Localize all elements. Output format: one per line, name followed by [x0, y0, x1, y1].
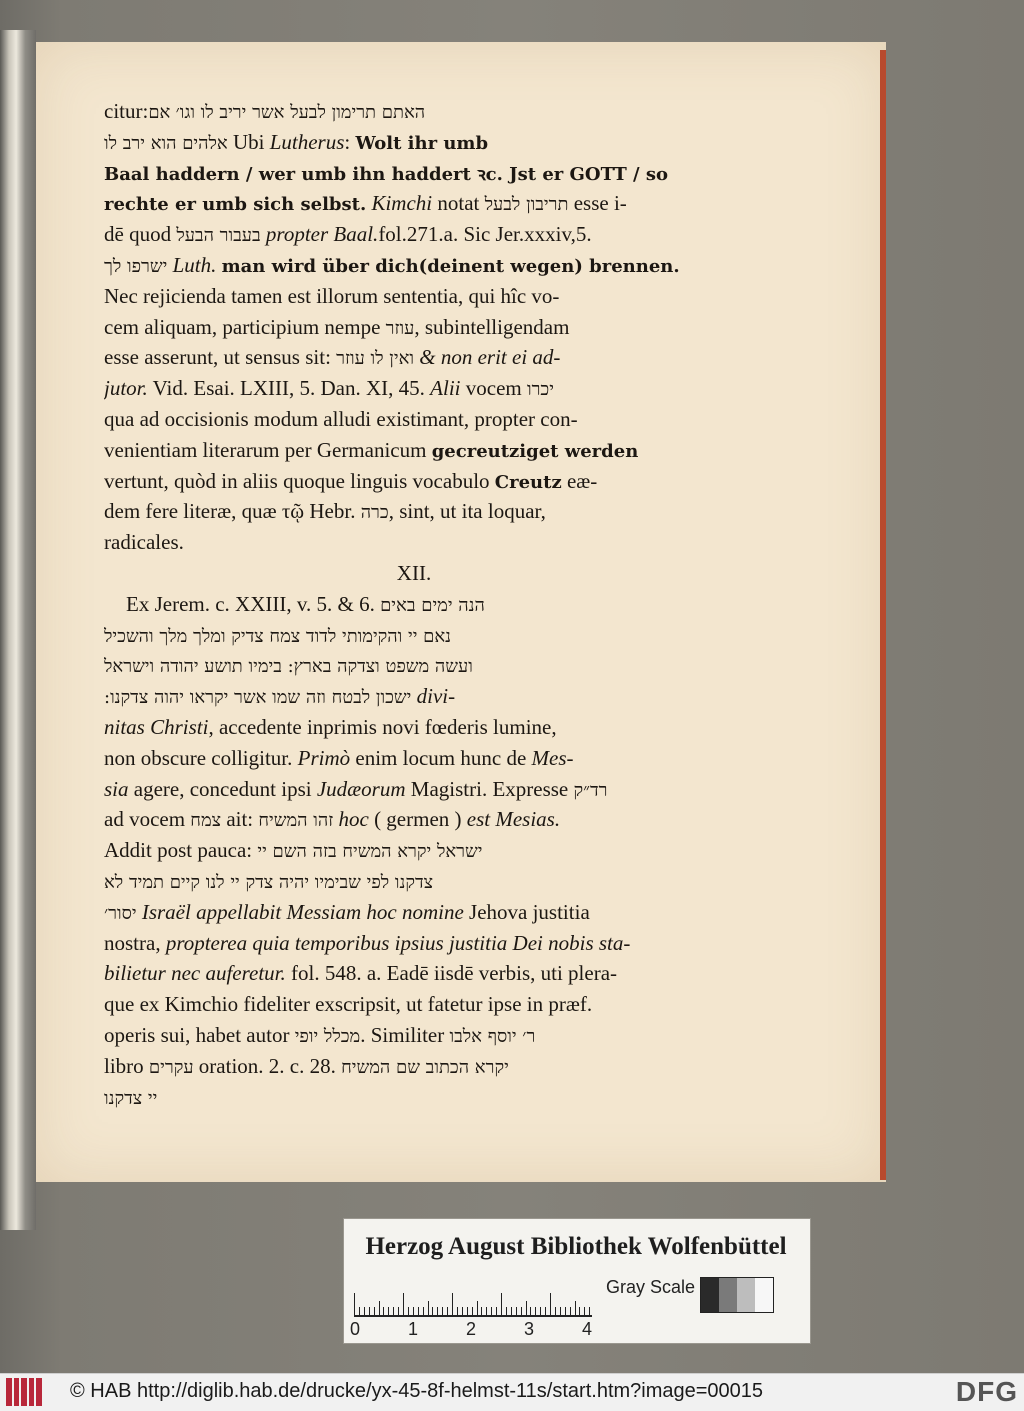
latin-text: Nec rejicienda tamen est illorum sententia, qui hîc vo-	[104, 283, 560, 308]
text-line	[104, 681, 724, 712]
ruler-tick	[555, 1307, 556, 1315]
ruler-tick	[413, 1307, 414, 1315]
italic-text: bilietur nec auferetur.	[104, 961, 286, 986]
ruler-tick	[408, 1307, 409, 1315]
text-line	[104, 312, 724, 343]
ruler-tick	[428, 1301, 429, 1315]
italic-text: Mes-	[531, 745, 574, 770]
italic-text: sia	[104, 776, 129, 801]
text-line	[104, 219, 724, 250]
ruler-tick	[550, 1293, 551, 1315]
copyright-link[interactable]: © HAB http://diglib.hab.de/drucke/yx-45-8f-helmst-11s/start.htm?image=00015	[70, 1380, 764, 1402]
text-line	[104, 835, 724, 866]
text-line	[104, 127, 724, 158]
text-line	[104, 558, 724, 589]
ruler-tick	[379, 1301, 380, 1315]
fraktur-text: Wolt ihr umb	[355, 132, 489, 154]
text-line	[104, 743, 724, 774]
text-line	[104, 897, 724, 928]
latin-text: vertunt, quòd in aliis quoque linguis vocabulo	[104, 468, 495, 493]
ruler-tick	[530, 1307, 531, 1315]
page-red-edge	[880, 50, 886, 1180]
text-line	[104, 958, 724, 989]
latin-text: vocem	[460, 376, 527, 401]
ruler-tick	[467, 1307, 468, 1315]
hebrew-text: רד״ק	[573, 779, 608, 801]
ruler-tick	[486, 1307, 487, 1315]
text-line	[104, 989, 724, 1020]
latin-text: ( germen )	[368, 807, 467, 832]
latin-text: . Similiter	[360, 1022, 450, 1047]
ruler-tick	[511, 1307, 512, 1315]
latin-text: fol.271.a. Sic Jer.xxxiv,5.	[378, 222, 592, 247]
latin-text: Jehova justitia	[463, 899, 590, 924]
hebrew-text: ר׳ יוסף אלבו	[449, 1025, 536, 1047]
text-line	[104, 435, 724, 466]
text-line	[104, 589, 724, 620]
text-line	[104, 804, 724, 835]
ruler-tick	[447, 1307, 448, 1315]
ruler-number: 1	[408, 1319, 419, 1339]
fraktur-text: rechte er umb sich selbst.	[104, 194, 367, 216]
ruler-tick	[462, 1307, 463, 1315]
latin-text: notat	[432, 191, 485, 216]
text-line	[104, 774, 724, 805]
dfg-logo: DFG	[955, 1376, 1018, 1407]
text-line	[104, 1051, 724, 1082]
hebrew-text: ישכון לבטח וזה שמו אשר יקראו יהוה צדקנו:	[104, 687, 412, 709]
ruler-tick	[540, 1307, 541, 1315]
italic-text: divi-	[416, 684, 456, 709]
text-line	[104, 188, 724, 219]
ruler-tick	[374, 1307, 375, 1315]
ruler-tick	[472, 1307, 473, 1315]
footer-bar	[0, 1373, 1024, 1411]
italic-text: hoc	[338, 807, 369, 832]
latin-text: dem fere literæ, quæ τῷ Hebr.	[104, 499, 361, 524]
hebrew-text: הנה ימים באים	[380, 594, 485, 616]
italic-text: Luth.	[172, 252, 217, 277]
latin-text: oration. 2. c. 28.	[193, 1053, 342, 1078]
ruler-tick	[369, 1307, 370, 1315]
ruler-number: 2	[466, 1319, 477, 1339]
latin-text: enim locum hunc de	[350, 745, 532, 770]
text-line	[104, 1020, 724, 1051]
fraktur-text: man wird über dich(deinent wegen) brennen.	[221, 255, 680, 277]
ruler-tick	[388, 1307, 389, 1315]
color-ruler-card	[343, 1218, 811, 1344]
latin-text: :	[344, 129, 356, 154]
ruler-tick	[521, 1307, 522, 1315]
ruler-tick	[359, 1307, 360, 1315]
latin-text: qua ad occisionis modum alludi existimant, propter con-	[104, 406, 578, 431]
hebrew-text: תריבון לבעל	[484, 194, 569, 216]
latin-text: radicales.	[104, 530, 184, 555]
hebrew-text: אלהים הוא ירב לו	[104, 132, 228, 154]
latin-text: dē quod	[104, 222, 177, 247]
fraktur-text: gecreutziget werden	[431, 440, 639, 462]
latin-text: esse asserunt, ut sensus sit:	[104, 345, 337, 370]
ruler-tick	[364, 1307, 365, 1315]
hebrew-text: זהו המשיח	[258, 810, 334, 832]
text-line	[104, 620, 724, 651]
text-line	[104, 712, 724, 743]
text-line	[104, 527, 724, 558]
italic-text: Lutherus	[269, 129, 345, 154]
italic-text: jutor.	[104, 376, 148, 401]
ruler-tick	[437, 1307, 438, 1315]
ruler-tick	[575, 1301, 576, 1315]
italic-text: propter Baal.	[265, 222, 379, 247]
latin-text: libro	[104, 1053, 149, 1078]
ruler-tick	[481, 1307, 482, 1315]
text-line	[104, 928, 724, 959]
page-text-block	[104, 96, 724, 1112]
ruler-tick	[418, 1307, 419, 1315]
latin-text: , subintelligendam	[414, 314, 570, 339]
ruler-tick	[506, 1307, 507, 1315]
latin-text: esse i-	[568, 191, 627, 216]
ruler-tick	[383, 1307, 384, 1315]
text-line	[104, 373, 724, 404]
hebrew-text: מכלל יופי	[294, 1025, 361, 1047]
ruler-bar	[354, 1315, 592, 1317]
hebrew-text: יי צדקנו	[104, 1087, 158, 1109]
ruler-tick	[432, 1307, 433, 1315]
latin-text: que ex Kimchio fideliter exscripsit, ut fatetur ipse in præf.	[104, 992, 593, 1017]
text-line	[104, 404, 724, 435]
text-line	[104, 1082, 724, 1113]
latin-text: XII.	[396, 560, 432, 585]
ruler-number: 0	[350, 1319, 361, 1339]
hebrew-text: אם	[148, 102, 171, 123]
latin-text: cem aliquam, participium nempe	[104, 314, 386, 339]
hebrew-text: צמח	[190, 810, 222, 832]
hebrew-text: ואין לו עוזר	[336, 348, 414, 370]
ruler-tick	[565, 1307, 566, 1315]
latin-text: operis sui, habet autor	[104, 1022, 295, 1047]
italic-text: Judæorum	[316, 776, 406, 801]
hebrew-text: האתם תרימון לבעל אשר יריב לו וגו׳	[175, 102, 426, 123]
text-line	[104, 466, 724, 497]
ruler-tick	[442, 1307, 443, 1315]
latin-text: Addit post pauca:	[104, 838, 258, 863]
fraktur-text: Baal haddern / wer umb ihn haddert ꝛc. Jst er GOTT / so	[104, 163, 669, 185]
ruler-tick	[457, 1307, 458, 1315]
ruler-tick	[545, 1307, 546, 1315]
latin-text: eæ-	[561, 468, 598, 493]
library-name: Herzog August Bibliothek Wolfenbüttel	[365, 1233, 787, 1260]
text-line	[104, 496, 724, 527]
hebrew-text: בעבור הבעל	[176, 225, 261, 247]
book-spine-edge	[0, 30, 36, 1230]
latin-text: fol. 548. a. Eadē iisdē verbis, uti plera-	[285, 961, 618, 986]
latin-text: ait:	[221, 807, 259, 832]
ruler-tick	[535, 1307, 536, 1315]
hebrew-text: עקרים	[148, 1056, 194, 1078]
latin-text: citur:	[104, 99, 149, 123]
latin-text: Ex Jerem. c. XXIII, v. 5. & 6.	[126, 591, 381, 616]
ruler-tick	[452, 1293, 453, 1315]
text-line	[104, 281, 724, 312]
latin-text: nostra,	[104, 930, 166, 955]
italic-text: est Mesias.	[466, 807, 561, 832]
italic-text: Israël appellabit Messiam hoc nomine	[141, 899, 464, 924]
ruler-number: 3	[524, 1319, 535, 1339]
hebrew-text: יסור׳	[104, 902, 137, 924]
hebrew-text: ועשה משפט וצדקה בארץ: בימיו תושע יהודה וישראל	[104, 656, 473, 678]
latin-text: Magistri. Expresse	[405, 776, 574, 801]
hebrew-text: צדקנו לפי שבימיו יהיה צדק יי לנו קיים תמיד לא	[104, 871, 434, 893]
latin-text: non obscure colligitur.	[104, 745, 298, 770]
latin-text: , accedente inprimis novi fœderis lumine,	[208, 714, 557, 739]
text-line	[104, 650, 724, 681]
ruler-tick	[477, 1301, 478, 1315]
ruler-tick	[589, 1307, 590, 1315]
hebrew-text: נאם יי והקימותי לדוד צמח צדיק ומלך מלך והשכיל	[104, 625, 452, 647]
text-line	[104, 342, 724, 373]
ruler-tick	[579, 1307, 580, 1315]
italic-text: nitas Christi	[104, 714, 209, 739]
hab-logo-icon	[6, 1378, 42, 1406]
hebrew-text: יכרו	[526, 379, 554, 401]
italic-text: Primò	[297, 745, 351, 770]
ruler-tick	[560, 1307, 561, 1315]
hebrew-text: ישרפו לך	[104, 255, 168, 277]
gray-scale-swatch	[700, 1277, 774, 1313]
text-line	[104, 96, 724, 127]
ruler-tick	[491, 1307, 492, 1315]
ruler-number: 4	[582, 1319, 593, 1339]
latin-text: agere, concedunt ipsi	[128, 776, 317, 801]
ruler-tick	[398, 1307, 399, 1315]
hebrew-text: עוזר	[385, 317, 415, 339]
ruler-tick	[516, 1307, 517, 1315]
text-line	[104, 250, 724, 281]
ruler-tick	[496, 1307, 497, 1315]
ruler-tick	[393, 1307, 394, 1315]
ruler-tick	[354, 1293, 355, 1315]
ruler-tick	[570, 1307, 571, 1315]
italic-text: & non erit ei ad-	[419, 345, 561, 370]
latin-text: venientiam literarum per Germanicum	[104, 437, 432, 462]
ruler-tick	[423, 1307, 424, 1315]
italic-text: Kimchi	[371, 191, 433, 216]
latin-text: ad vocem	[104, 807, 191, 832]
hebrew-text: ישראל יקרא המשיח בזה השם יי	[257, 841, 483, 863]
latin-text: , sint, ut ita loquar,	[388, 499, 546, 524]
ruler-tick	[501, 1293, 502, 1315]
latin-text: Ubi	[227, 129, 270, 154]
text-line	[104, 866, 724, 897]
hebrew-text: כרה	[360, 502, 389, 524]
fraktur-text: Creutz	[494, 471, 562, 493]
italic-text: Alii	[430, 376, 461, 401]
ruler-tick	[526, 1301, 527, 1315]
ruler-tick	[403, 1293, 404, 1315]
text-line	[104, 158, 724, 189]
italic-text: propterea quia temporibus ipsius justitia Dei nobis sta-	[165, 930, 631, 955]
latin-text: Vid. Esai. LXIII, 5. Dan. XI, 45.	[147, 376, 431, 401]
hebrew-text: יקרא הכתוב שם המשיח	[341, 1056, 509, 1078]
gray-scale-label: Gray Scale	[606, 1277, 696, 1297]
ruler-tick	[584, 1307, 585, 1315]
